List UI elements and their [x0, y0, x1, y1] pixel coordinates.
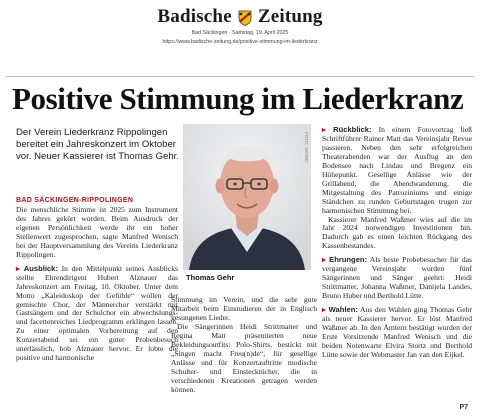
headline: Positive Stimmung im Liederkranz — [12, 81, 464, 116]
wahlen-text: Aus den Wahlen ging Thomas Gehr als neuer Kassierer hervor. Er löst Manfred Waßmer ab. In den Ämtern bestätigt wurden der Erste Vorsitzende Manfred Wenisch und die beiden Notenwarte Elvira Stortz und Berthold Lütte sowie der Webmaster Jan van den Eijkel. — [322, 305, 472, 359]
middle-paragraph-2: Die Sängerinnen Heidi Strittmatter und Regina Matt präsentierten neue Bekleidungsoutfits: Polo-Shirts, bestickt mit „Singen macht Freu(n)de“, für gesellige Anlässe und für Konzertauftritte modische Schulter- und Einstecktücher, die in verschiedenen Kreationen getragen werden können. — [171, 321, 317, 394]
bullet-arrow-icon: ▸ — [322, 305, 326, 315]
intro-paragraph: Die menschliche Stimme ist 2025 zum Instrument des Jahres gekürt worden. Beim Ausdruck der eigenen Persönlichkeit werde ihr ein hoher Stellenwert zugesprochen, sagte Manfred Wenisch bei der Hauptversammlung des Vereins Liederkranz Rippolingen. — [16, 205, 178, 259]
brand-title-left: Badische — [157, 6, 232, 27]
wahlen-paragraph — [322, 306, 472, 360]
photo-caption: Thomas Gehr — [186, 273, 235, 282]
masthead — [0, 6, 480, 46]
column-middle — [171, 296, 317, 394]
portrait-illustration — [183, 124, 311, 270]
ehrungen-text: Als beste Probebesucher für das vergangene Vereinsjahr wurden fünf Sängerinnen und Sänger geehrt: Heidi Strittmatter, Johanna Waßmer, Danijela Landes, Bruno Huber und Berthold Lütte. — [322, 255, 472, 301]
rueckblick-label: Rückblick: — [333, 125, 372, 134]
article-url[interactable]: https://www.badische-zeitung.de/positive-stimmung-im-liederkranz — [162, 39, 318, 45]
publication-date: Bad Säckingen · Samstag, 19. April 2025 — [191, 30, 289, 36]
ausblick-text: In den Mittelpunkt seines Ausblicks stellte Ehrendirigent Hubert Alznauer das Jahreskonzert am Freitag, 10. Oktober. Unter dem Motto „Kaleidoskop der Gefühle“ wollen der gemischte Chor, der Männerchor verstärkt mit Gastsängern und der Schulchor ein abwechslungs- und facettenreiches Liedprogramm erklingen lassen. Zu einer optimalen Vorbereitung auf den Konzertabend sei ein guter Probenbesuch unerlässlich, hob Alznauer hervor. Er lobte die positive und harmonische — [16, 263, 178, 363]
wahlen-label: Wahlen: — [328, 305, 358, 315]
portrait-photo — [183, 124, 311, 270]
column-left — [16, 206, 178, 363]
photo-credit: FOTO: SIGRID — [304, 132, 309, 163]
ehrungen-paragraph — [322, 256, 472, 301]
kasse-paragraph: Kassierer Manfred Waßmer wies auf die im Jahr 2024 notwendigen Investitionen hin. Dadurch gab es einen leichten Rückgang des Kassenbestandes. — [322, 214, 472, 251]
brand-logo — [157, 6, 322, 28]
bullet-arrow-icon: ▸ — [16, 263, 20, 273]
wahlen-kicker — [322, 305, 358, 314]
badische-coat-of-arms-icon — [237, 9, 253, 26]
ausblick-paragraph — [16, 265, 178, 363]
dateline: BAD SÄCKINGEN-RIPPOLINGEN — [16, 197, 134, 204]
ausblick-kicker — [16, 264, 58, 273]
rueckblick-kicker — [322, 125, 372, 134]
bullet-arrow-icon: ▸ — [322, 255, 326, 265]
rueckblick-text: In einem Fotovortrag ließ Schriftführer Rainer Matt das Vereinsjahr Revue passieren. Neben den sehr erfolgreichen Theaterabenden war der Ausflug an den Bodensee nach Lindau und Bregenz ein Höhepunkt. Gesellige Anlässe wie der Grillabend, die Abendwanderung, die Mitgestaltung des Patroziniums und einige Ständchen zu runden Geburtstagen trugen zur harmonischen Stimmung bei. — [322, 125, 472, 215]
ehrungen-kicker — [322, 255, 367, 264]
lead-paragraph: Der Verein Liederkranz Rippolingen bereitet ein Jahreskonzert im Oktober vor. Neuer Kassierer ist Thomas Gehr. — [16, 127, 179, 163]
brand-title-right: Zeitung — [257, 6, 323, 27]
ehrungen-label: Ehrungen: — [329, 255, 368, 265]
middle-paragraph-1: Stimmung im Verein, und die sehr gute Mitarbeit beim Einstudieren der in Englisch gesungenen Lieder. — [171, 295, 317, 322]
column-right — [322, 126, 472, 360]
page-number: P7 — [459, 404, 468, 411]
masthead-divider — [6, 76, 474, 77]
rueckblick-paragraph — [322, 126, 472, 216]
bullet-arrow-icon: ▸ — [322, 125, 326, 134]
ausblick-label: Ausblick: — [23, 263, 58, 273]
